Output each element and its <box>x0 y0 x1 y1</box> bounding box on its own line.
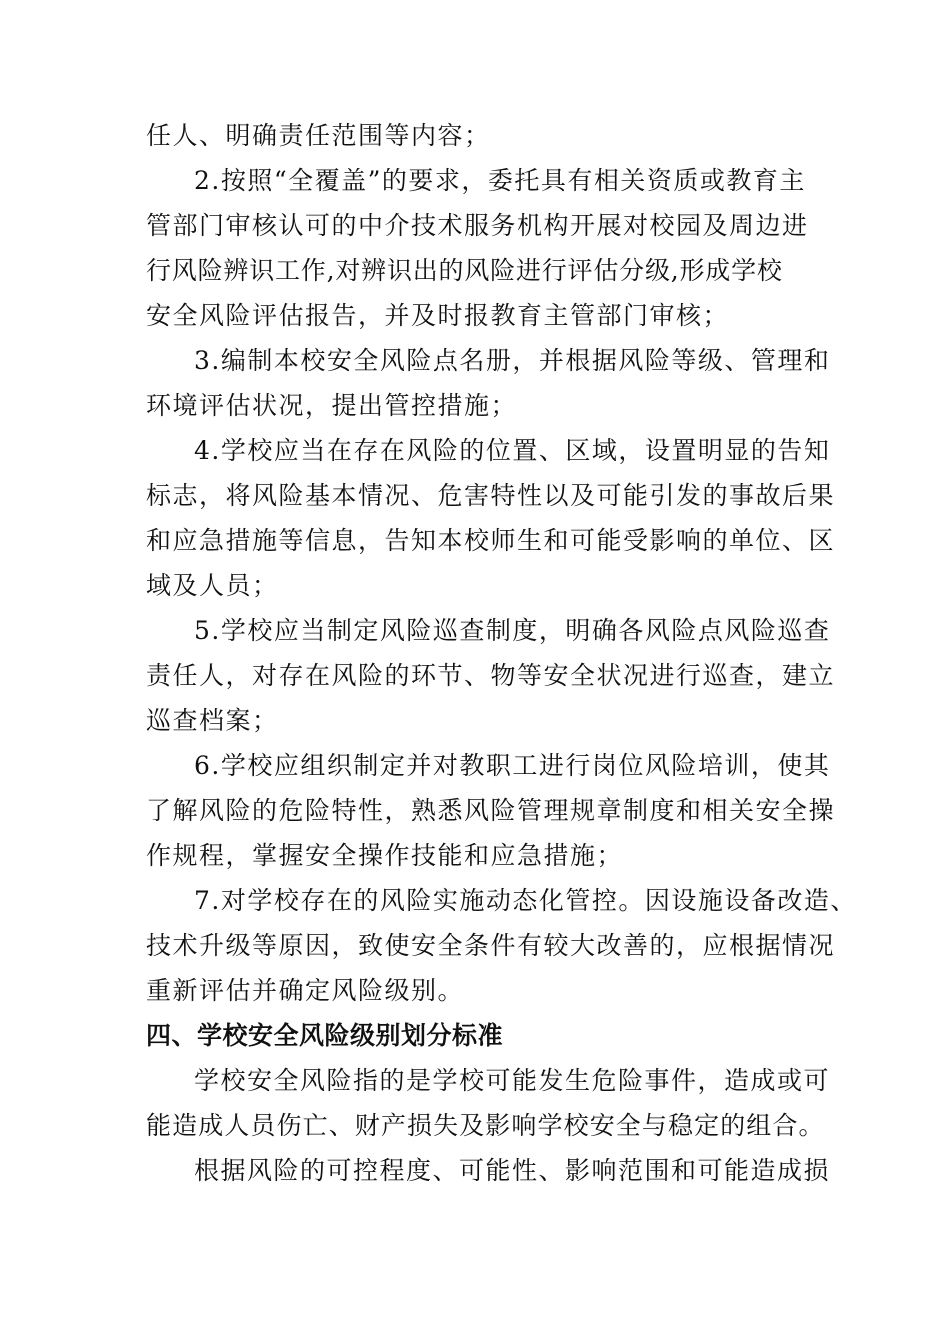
text-line: 了解风险的危险特性，熟悉风险管理规章制度和相关安全操 <box>146 796 836 825</box>
text-line: 任人、明确责任范围等内容； <box>146 121 491 150</box>
text-line: 能造成人员伤亡、财产损失及影响学校安全与稳定的组合。 <box>146 1111 825 1140</box>
text-line: 4.学校应当在存在风险的位置、区域，设置明显的告知 <box>194 436 831 465</box>
text-line: 根据风险的可控程度、可能性、影响范围和可能造成损 <box>194 1156 831 1185</box>
text-line: 和应急措施等信息，告知本校师生和可能受影响的单位、区 <box>146 526 836 555</box>
text-line: 作规程，掌握安全操作技能和应急措施； <box>146 841 624 870</box>
text-line: 域及人员； <box>146 571 279 600</box>
text-line: 3.编制本校安全风险点名册，并根据风险等级、管理和 <box>194 346 831 375</box>
text-line: 重新评估并确定风险级别。 <box>146 976 465 1005</box>
section-heading: 四、学校安全风险级别划分标准 <box>146 1021 504 1050</box>
text-line: 标志，将风险基本情况、危害特性以及可能引发的事故后果 <box>146 481 836 510</box>
text-line: 学校安全风险指的是学校可能发生危险事件，造成或可 <box>194 1066 831 1095</box>
text-line: 环境评估状况，提出管控措施； <box>146 391 518 420</box>
text-line: 2.按照“全覆盖”的要求，委托具有相关资质或教育主 <box>194 166 806 195</box>
text-line: 巡查档案； <box>146 706 279 735</box>
text-line: 行风险辨识工作,对辨识出的风险进行评估分级,形成学校 <box>146 256 783 285</box>
text-line: 6.学校应组织制定并对教职工进行岗位风险培训，使其 <box>194 751 831 780</box>
text-line: 7.对学校存在的风险实施动态化管控。因设施设备改造、 <box>194 886 857 915</box>
text-line: 责任人，对存在风险的环节、物等安全状况进行巡查，建立 <box>146 661 836 690</box>
text-line: 5.学校应当制定风险巡查制度，明确各风险点风险巡查 <box>194 616 831 645</box>
text-line: 安全风险评估报告，并及时报教育主管部门审核； <box>146 301 730 330</box>
text-line: 技术升级等原因，致使安全条件有较大改善的，应根据情况 <box>146 931 836 960</box>
text-line: 管部门审核认可的中介技术服务机构开展对校园及周边进 <box>146 211 809 240</box>
